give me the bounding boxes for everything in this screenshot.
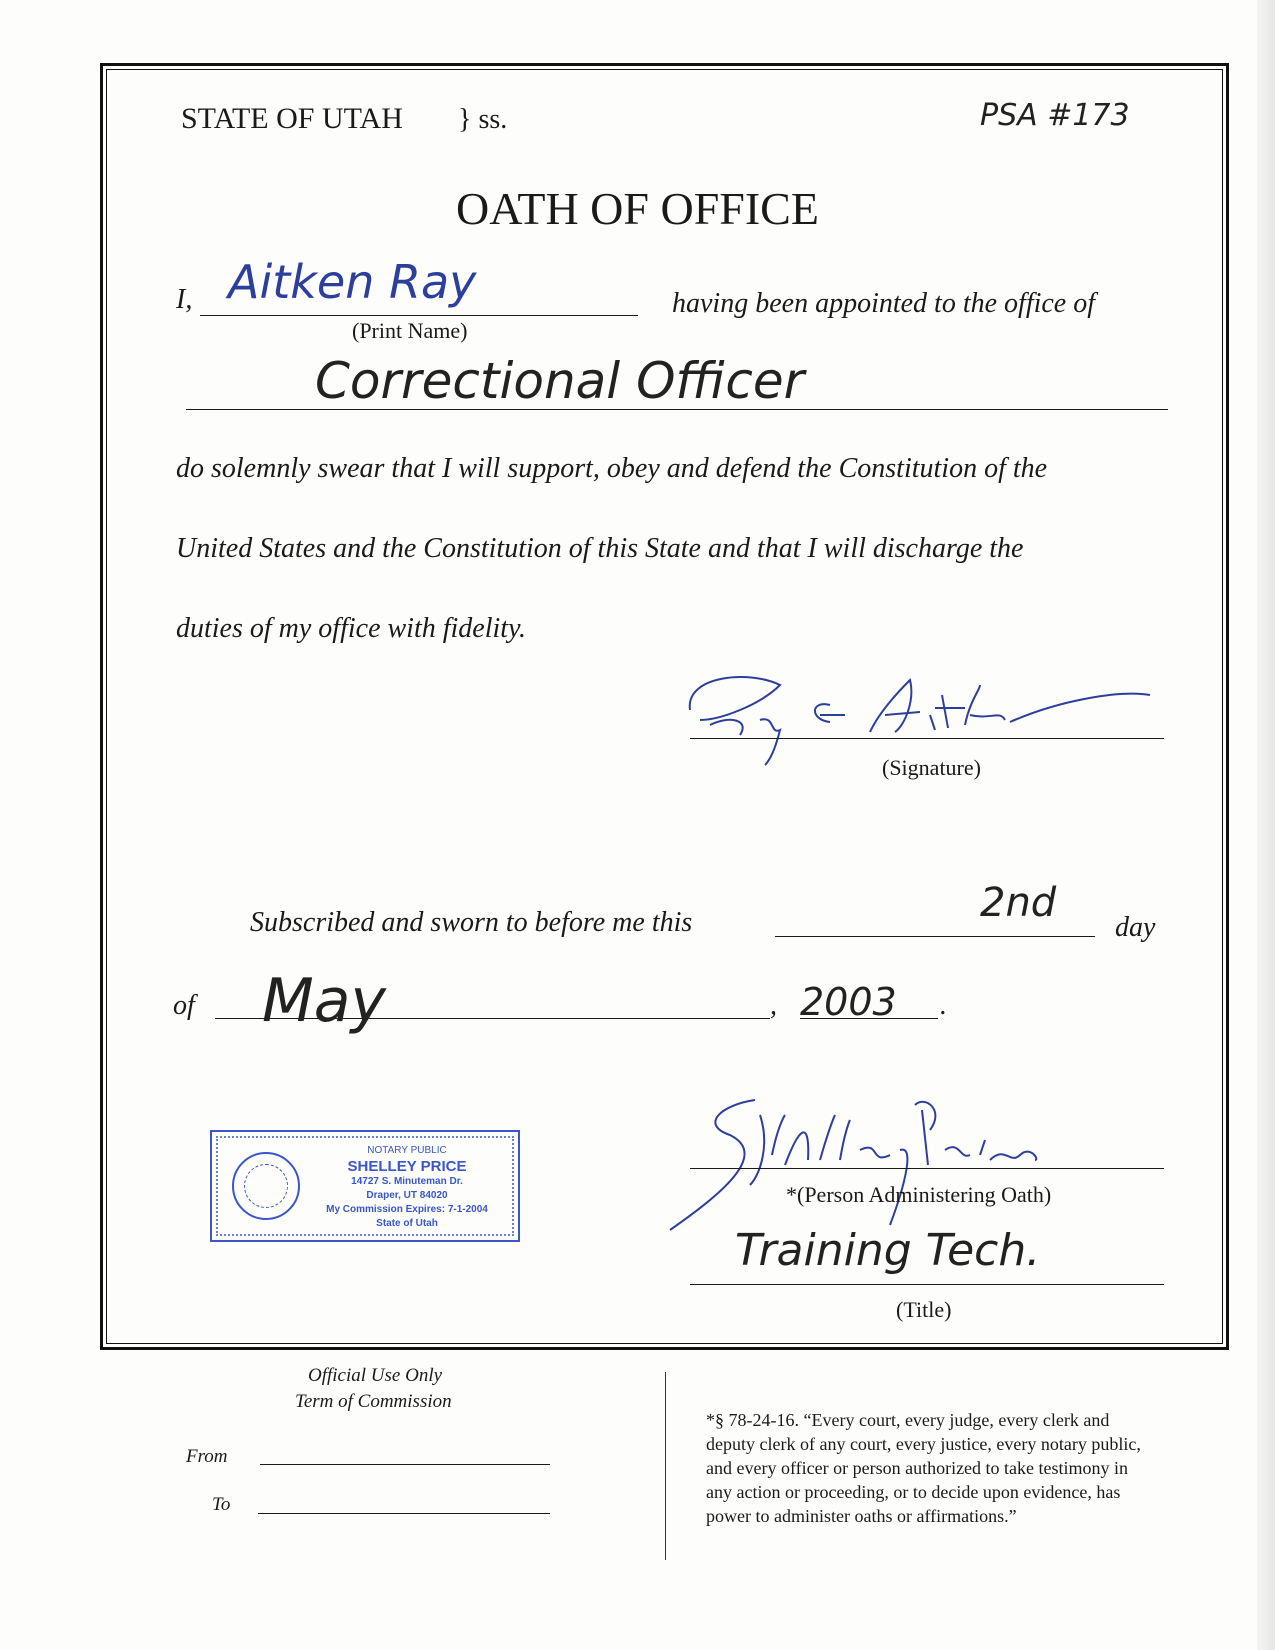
day-label: day [1115,912,1156,943]
oath-prefix: I, [176,284,193,315]
stamp-line5: My Commission Expires: 7-1-2004 [326,1204,488,1215]
footer-divider [665,1372,666,1560]
of-label: of [173,990,195,1021]
from-label: From [186,1446,228,1467]
to-label: To [212,1494,231,1515]
statute-text [706,1408,1141,1528]
comma: , [770,990,777,1021]
statute-line5: power to administer oaths or affirmations.” [706,1506,1017,1526]
sworn-text: Subscribed and sworn to before me this [250,907,693,938]
official-use-label: Official Use Only [308,1365,443,1386]
page-edge [1257,0,1275,1650]
document-title: OATH OF OFFICE [456,183,819,234]
name-line [200,315,638,316]
oath-body-line2: United States and the Constitution of this State and that I will discharge the [176,533,1024,564]
handwritten-month: May [262,966,387,1036]
oath-body-line1: do solemnly swear that I will support, obey and defend the Constitution of the [176,453,1048,484]
stamp-line4: Draper, UT 84020 [366,1190,448,1201]
handwritten-title: Training Tech. [735,1225,1041,1276]
signature-shelley-price [660,1085,1090,1235]
oath-body-line3: duties of my office with fidelity. [176,613,526,644]
title-line [690,1284,1164,1285]
stamp-line6: State of Utah [376,1218,438,1229]
print-name-label: (Print Name) [352,318,468,343]
day-line [775,936,1095,937]
to-line [258,1513,550,1514]
notary-seal-inner [244,1164,288,1208]
statute-line4: any action or proceeding, or to decide upon evidence, has [706,1482,1121,1502]
stamp-line3: 14727 S. Minuteman Dr. [351,1176,463,1187]
appointed-text: having been appointed to the office of [672,288,1096,319]
handwritten-name: Aitken Ray [228,255,477,309]
administering-line [690,1168,1164,1169]
signature-ray-aitken [680,660,1160,770]
period: . [940,990,947,1021]
statute-line3: and every officer or person authorized to take testimony in [706,1458,1129,1478]
stamp-text [304,1144,510,1231]
term-of-commission-label: Term of Commission [295,1391,452,1412]
title-label: (Title) [896,1297,952,1322]
stamp-line1: NOTARY PUBLIC [367,1145,447,1156]
handwritten-day: 2nd [980,880,1057,926]
administering-label: *(Person Administering Oath) [786,1182,1052,1207]
signature-line [690,738,1164,739]
stamp-line2: SHELLEY PRICE [347,1158,467,1175]
notary-seal [232,1152,300,1220]
notary-stamp [210,1130,520,1242]
ss-label: } ss. [458,104,508,135]
statute-line2: deputy clerk of any court, every justice, every notary public, [706,1434,1141,1454]
handwritten-year: 2003 [800,980,897,1024]
handwritten-office: Correctional Officer [315,352,805,410]
signature-label: (Signature) [882,755,981,780]
state-label: STATE OF UTAH [181,102,403,135]
statute-line1: *§ 78-24-16. “Every court, every judge, every clerk and [706,1410,1110,1430]
file-number: PSA #173 [980,98,1130,133]
from-line [260,1464,550,1465]
